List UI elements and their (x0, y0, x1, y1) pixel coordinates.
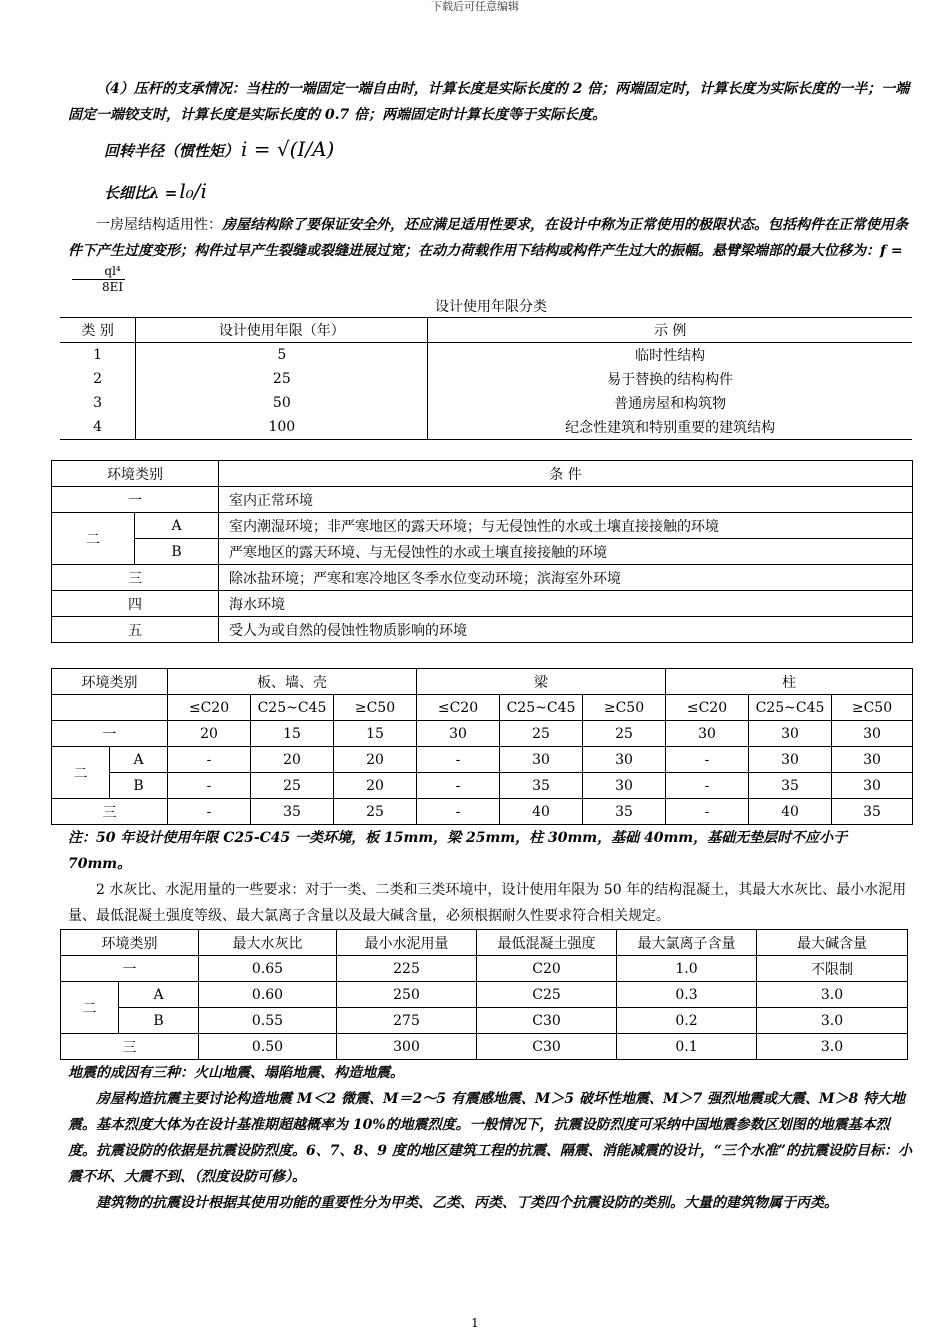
table-cell: A (110, 747, 168, 773)
table-row (52, 539, 913, 565)
table-cell: - (168, 747, 251, 773)
service-life-table (60, 317, 912, 440)
fraction-numerator: ql⁴ (72, 264, 125, 280)
table-cell: 0.2 (617, 1008, 757, 1034)
table-cell: 20 (334, 773, 417, 799)
table-cell: 0.50 (199, 1034, 337, 1060)
table-header-row (60, 318, 912, 343)
col-header: 环境类别 (52, 461, 219, 487)
table-cell: C25 (477, 982, 617, 1008)
table-cell: 除冰盐环境；严寒和寒冷地区冬季水位变动环境；滨海室外环境 (219, 565, 913, 591)
table-cell: 20 (334, 747, 417, 773)
table-cell: 250 (337, 982, 477, 1008)
grade-header: ≥C50 (832, 695, 913, 721)
table-cell: 3 (60, 391, 136, 415)
table-row (52, 773, 913, 799)
table-cell: 40 (500, 799, 583, 825)
col-header: 最大碱含量 (757, 930, 908, 956)
table-cell: - (417, 773, 500, 799)
table-cell: 0.55 (199, 1008, 337, 1034)
table-cell: 三 (52, 565, 219, 591)
formula-label: 长细比λ = (104, 184, 178, 202)
table-cell: 30 (749, 721, 832, 747)
formula-radius-of-gyration (68, 128, 914, 170)
table-cell: 25 (136, 367, 428, 391)
table-row (60, 343, 912, 368)
table-cell: 一 (52, 721, 168, 747)
col-header: 设计使用年限（年） (136, 318, 428, 343)
table-cell: 20 (168, 721, 251, 747)
col-header: 条 件 (219, 461, 913, 487)
table-cell: 0.1 (617, 1034, 757, 1060)
table-cell: 15 (251, 721, 334, 747)
table-cell: B (110, 773, 168, 799)
table-row (61, 1034, 908, 1060)
table-cell: 15 (334, 721, 417, 747)
table-cell: 普通房屋和构筑物 (614, 396, 727, 412)
document-body (68, 76, 914, 1216)
table-cell: 225 (337, 956, 477, 982)
table-cell: 4 (60, 415, 136, 440)
table-cell: 室内正常环境 (219, 487, 913, 513)
paragraph-lead: 一房屋结构适用性： (96, 217, 222, 233)
table-cell: 30 (666, 721, 749, 747)
col-header: 类 别 (60, 318, 136, 343)
table-cell: 0.3 (617, 982, 757, 1008)
table-cell: 1.0 (617, 956, 757, 982)
table-cell: 30 (832, 747, 913, 773)
concrete-cover-table (51, 668, 913, 825)
col-header: 最大水灰比 (199, 930, 337, 956)
table-row (52, 565, 913, 591)
table-cell: 一 (61, 956, 199, 982)
table-cell: 25 (251, 773, 334, 799)
table-cell (52, 695, 168, 721)
table-cell: A (119, 982, 199, 1008)
table-row (60, 367, 912, 391)
formula-label: 回转半径（惯性矩） (104, 142, 240, 160)
table-cell: 30 (832, 721, 913, 747)
grade-header: C25~C45 (251, 695, 334, 721)
table-row (52, 799, 913, 825)
table-cell: 一 (52, 487, 219, 513)
table-row (52, 721, 913, 747)
page-header: 下载后可任意编辑 (431, 0, 519, 13)
table-cell: 不限制 (757, 956, 908, 982)
col-header: 梁 (417, 669, 666, 695)
table-cell: 二 (52, 747, 110, 799)
table-cell: 0.60 (199, 982, 337, 1008)
table-cell: 纪念性建筑和特别重要的建筑结构 (565, 420, 776, 436)
table-cell: B (119, 1008, 199, 1034)
table-cell: - (666, 747, 749, 773)
table-cell: 35 (583, 799, 666, 825)
grade-header: ≤C20 (417, 695, 500, 721)
grade-header: C25~C45 (500, 695, 583, 721)
table-cell: 300 (337, 1034, 477, 1060)
table-row (60, 415, 912, 440)
table-cell: 2 (60, 367, 136, 391)
col-header: 板、墙、壳 (168, 669, 417, 695)
paragraph-body: 房屋结构除了要保证安全外，还应满足适用性要求，在设计中称为正常使用的极限状态。包括构件在正常使用条件下产生过度变形；构件过早产生裂缝或裂缝进展过宽；在动力荷载作用下结构或构件产生过大的振幅。悬臂梁端部的最大位移为： (68, 217, 908, 259)
table-cell: C30 (477, 1034, 617, 1060)
table-cell: - (417, 799, 500, 825)
grade-header: ≥C50 (334, 695, 417, 721)
table-row (52, 513, 913, 539)
table-cell: 五 (52, 617, 219, 643)
durability-requirements-table (60, 929, 908, 1060)
table-row (61, 1008, 908, 1034)
grade-header: ≤C20 (168, 695, 251, 721)
col-header: 环境类别 (52, 669, 168, 695)
table-row (52, 617, 913, 643)
table-row (61, 956, 908, 982)
grade-header: ≤C20 (666, 695, 749, 721)
table-cell: 1 (60, 343, 136, 368)
paragraph-water-cement: 2 水灰比、水泥用量的一些要求：对于一类、二类和三类环境中，设计使用年限为 50 年的结构混凝土，其最大水灰比、最小水泥用量、最低混凝土强度等级、最大氯离子含量以及最大碱含量，必须根据耐久性要求符合相关规定。 (68, 882, 907, 924)
paragraph-earthquake-causes: 地震的成因有三种：火山地震、塌陷地震、构造地震。 (68, 1065, 404, 1081)
table-cell: 35 (832, 799, 913, 825)
table-cell: - (666, 799, 749, 825)
table-cell: 30 (417, 721, 500, 747)
col-header: 示 例 (428, 318, 912, 343)
table-cell: 25 (334, 799, 417, 825)
formula-f: f = (880, 243, 903, 259)
table-note: 注：50 年设计使用年限 C25-C45 一类环境，板 15mm，梁 25mm，柱 30mm，基础 40mm，基础无垫层时不应小于 70mm。 (68, 830, 848, 872)
table-cell: - (666, 773, 749, 799)
table-row (61, 982, 908, 1008)
table-cell: 三 (52, 799, 168, 825)
table-cell: 35 (749, 773, 832, 799)
table-cell: 35 (500, 773, 583, 799)
table-cell: 海水环境 (219, 591, 913, 617)
table-cell: 临时性结构 (635, 348, 706, 364)
table-cell: - (168, 799, 251, 825)
table-cell: 二 (52, 513, 135, 565)
fraction (72, 264, 125, 295)
formula-expr: l₀/i (179, 179, 207, 203)
table-cell: 35 (251, 799, 334, 825)
paragraph-serviceability (68, 212, 914, 295)
formula-expr: i = √(I/A) (241, 137, 335, 161)
table-cell: 3.0 (757, 982, 908, 1008)
col-header: 环境类别 (61, 930, 199, 956)
table-cell: 50 (136, 391, 428, 415)
table-cell: 易于替换的结构构件 (607, 372, 734, 388)
table-cell: 0.65 (199, 956, 337, 982)
table-caption: 设计使用年限分类 (435, 299, 547, 315)
table-cell: 30 (500, 747, 583, 773)
table-header-row (61, 930, 908, 956)
table-cell: C30 (477, 1008, 617, 1034)
table-row (60, 391, 912, 415)
page-number: 1 (471, 1316, 479, 1330)
table-cell: 25 (583, 721, 666, 747)
grade-header: C25~C45 (749, 695, 832, 721)
grade-header: ≥C50 (583, 695, 666, 721)
table-cell: 严寒地区的露天环境、与无侵蚀性的水或土壤直接接触的环境 (219, 539, 913, 565)
col-header: 最大氯离子含量 (617, 930, 757, 956)
table-cell: 30 (832, 773, 913, 799)
paragraph-seismic-design: 房屋构造抗震主要讨论构造地震 M＜2 微震、M＝2～5 有震感地震、M＞5 破坏性地震、M＞7 强烈地震或大震、M＞8 特大地震。基本烈度大体为在设计基准期超越概率为 10%的地震烈度。一般情况下，抗震设防烈度可采纳中国地震参数区划图的地震基本烈度。抗震设防的依据是抗震设防烈度。6、7、8、9 度的地区建筑工程的抗震、隔震、消能减震的设计，“三个水准”的抗震设防目标：小震不坏、大震不到、（烈度设防可修）。 (68, 1091, 912, 1185)
environment-category-table (51, 460, 913, 643)
table-cell: 20 (251, 747, 334, 773)
col-header: 柱 (666, 669, 913, 695)
table-cell: 275 (337, 1008, 477, 1034)
table-cell: A (135, 513, 219, 539)
table-row (52, 747, 913, 773)
table-cell: 3.0 (757, 1034, 908, 1060)
paragraph-seismic-categories: 建筑物的抗震设计根据其使用功能的重要性分为甲类、乙类、丙类、丁类四个抗震设防的类别。大量的建筑物属于丙类。 (96, 1195, 838, 1211)
table-cell: 30 (749, 747, 832, 773)
table-cell: 100 (136, 415, 428, 440)
fraction-denominator: 8EI (102, 280, 124, 294)
table-cell: 3.0 (757, 1008, 908, 1034)
table-cell: B (135, 539, 219, 565)
table-cell: 30 (583, 747, 666, 773)
table-header-row (52, 461, 913, 487)
col-header: 最小水泥用量 (337, 930, 477, 956)
paragraph-column-support: （4）压杆的支承情况：当柱的一端固定一端自由时，计算长度是实际长度的 2 倍；两端固定时，计算长度为实际长度的一半；一端固定一端铰支时，计算长度是实际长度的 0.7 倍；两端固定时计算长度等于实际长度。 (68, 81, 910, 123)
table-cell: 受人为或自然的侵蚀性物质影响的环境 (219, 617, 913, 643)
table-cell: - (168, 773, 251, 799)
table-row (52, 487, 913, 513)
formula-slenderness-ratio (68, 170, 914, 212)
table-header-row (52, 669, 913, 695)
table-row (52, 591, 913, 617)
table-cell: - (417, 747, 500, 773)
table-cell: 四 (52, 591, 219, 617)
table-cell: 室内潮湿环境；非严寒地区的露天环境；与无侵蚀性的水或土壤直接接触的环境 (219, 513, 913, 539)
table-cell: 40 (749, 799, 832, 825)
table-cell: 二 (61, 982, 119, 1034)
table-cell: 25 (500, 721, 583, 747)
table-cell: 三 (61, 1034, 199, 1060)
table-cell: 30 (583, 773, 666, 799)
table-header-row (52, 695, 913, 721)
table-cell: C20 (477, 956, 617, 982)
col-header: 最低混凝土强度 (477, 930, 617, 956)
table-cell: 5 (136, 343, 428, 368)
